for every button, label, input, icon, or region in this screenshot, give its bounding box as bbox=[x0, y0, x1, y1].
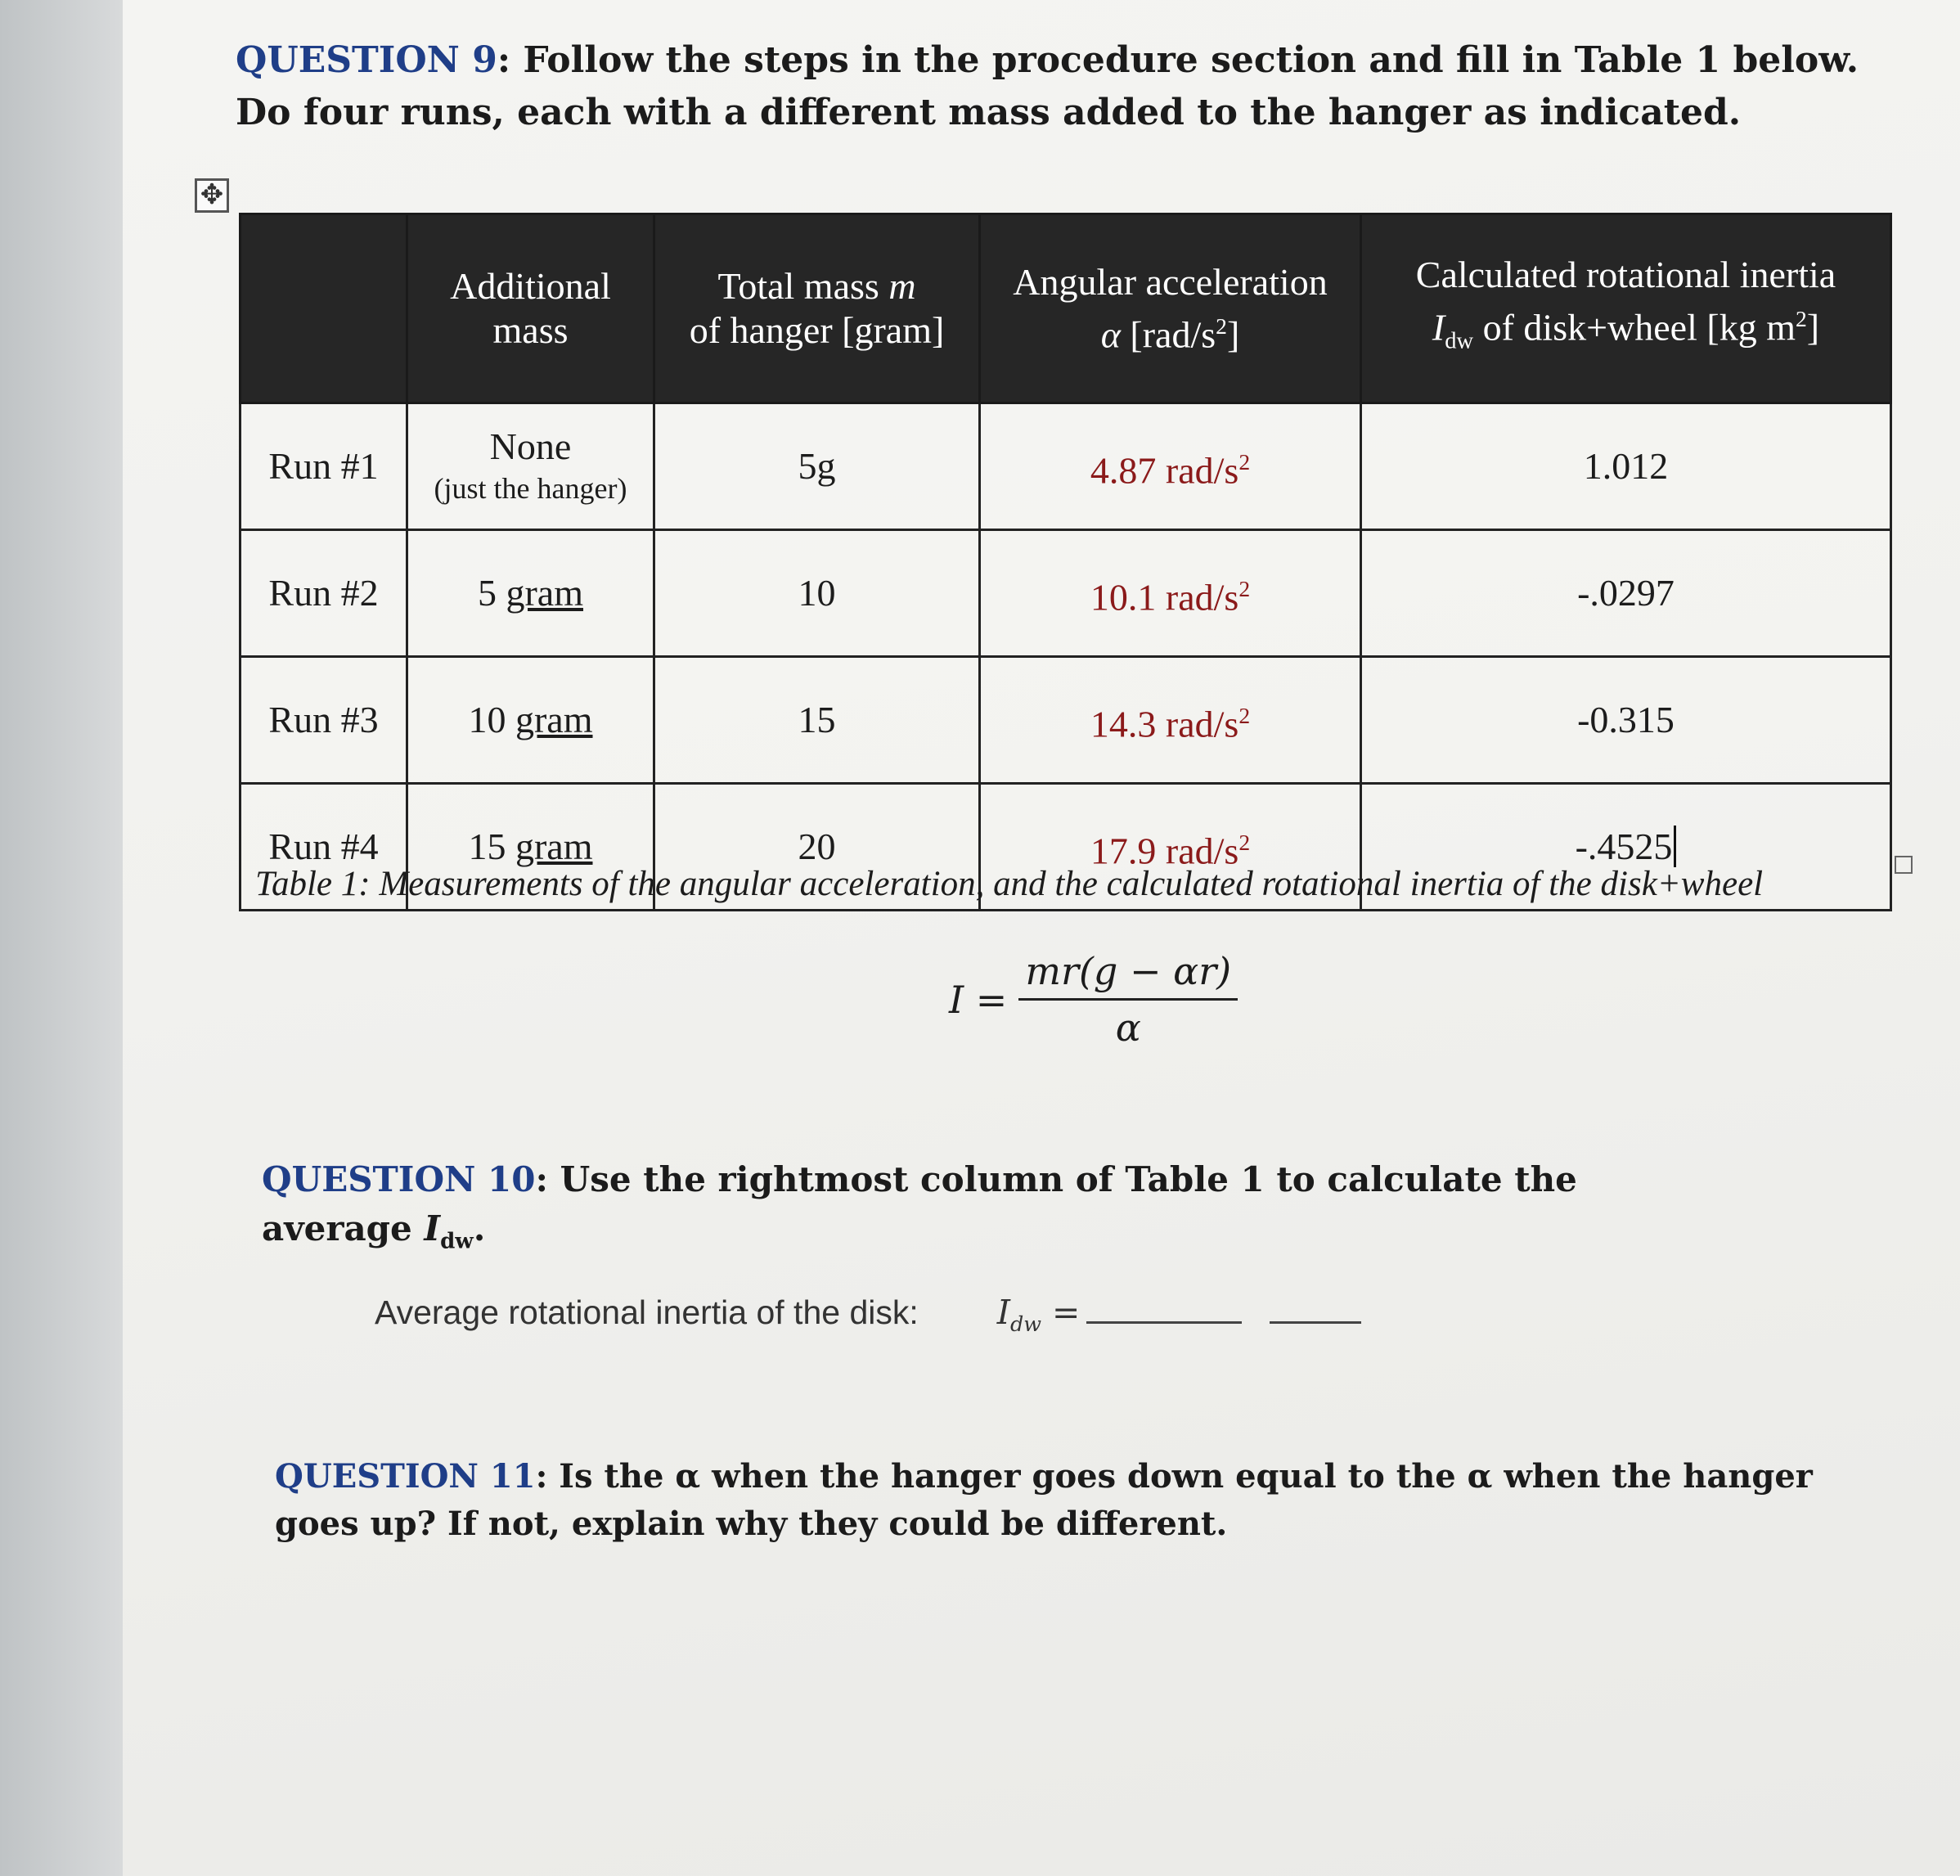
table-row bbox=[241, 403, 1891, 530]
rotational-inertia-cell[interactable]: 1.012 bbox=[1361, 403, 1891, 530]
formula-fraction bbox=[1018, 949, 1238, 1050]
table-row bbox=[241, 657, 1891, 784]
additional-mass-cell[interactable]: None (just the hanger) bbox=[407, 403, 654, 530]
header-additional-mass: Additional mass bbox=[407, 214, 654, 403]
question-10-text: : Use the rightmost column of Table 1 to calculate the average bbox=[262, 1159, 1577, 1248]
formula-numerator: mr(g − αr) bbox=[1018, 949, 1238, 1001]
rotational-inertia-cell[interactable]: -.0297 bbox=[1361, 530, 1891, 657]
run-label: Run #1 bbox=[241, 403, 407, 530]
formula-denominator: α bbox=[1115, 1005, 1141, 1050]
total-mass-cell[interactable]: 10 bbox=[654, 530, 980, 657]
angular-acceleration-cell[interactable]: 17.9 rad/$s^2$ bbox=[980, 784, 1361, 911]
question-10-label: QUESTION 10 bbox=[262, 1159, 536, 1199]
header-total-mass: Total mass m of hanger [gram] bbox=[654, 214, 980, 403]
total-mass-cell[interactable]: 15 bbox=[654, 657, 980, 784]
header-rotational-inertia: Calculated rotational inertia $I_{dw}$ of disk+wheel [kg $m^2$] bbox=[1361, 214, 1891, 403]
total-mass-cell[interactable]: 20 bbox=[654, 784, 980, 911]
angular-acceleration-cell[interactable]: 4.87 rad/$s^2$ bbox=[980, 403, 1361, 530]
table-caption: Table 1: Measurements of the angular acceleration, and the calculated rotational inertia of the disk+wheel bbox=[255, 865, 1764, 903]
additional-mass-cell[interactable]: 10 gram bbox=[407, 657, 654, 784]
question-10: QUESTION 10: Use the rightmost column of Table 1 to calculate the average $I_{dw}$. bbox=[262, 1159, 1577, 1254]
text-cursor bbox=[1674, 826, 1676, 867]
average-label: Average rotational inertia of the disk: bbox=[375, 1293, 919, 1331]
question-11-text: : Is the α when the hanger goes down equal to the α when the hanger goes up? If not, explain why they could be different. bbox=[275, 1457, 1813, 1543]
average-symbol: $I_{dw}$ = bbox=[996, 1293, 1081, 1337]
table-row bbox=[241, 530, 1891, 657]
page-margin bbox=[0, 0, 123, 1876]
table-header-row bbox=[241, 214, 1891, 403]
angular-acceleration-cell[interactable]: 14.3 rad/$s^2$ bbox=[980, 657, 1361, 784]
resize-handle[interactable] bbox=[1895, 856, 1913, 874]
question-11 bbox=[275, 1453, 1903, 1548]
question-9-label: QUESTION 9 bbox=[236, 39, 497, 81]
formula-lhs: I = bbox=[949, 977, 1008, 1022]
question-11-label: QUESTION 11 bbox=[275, 1457, 536, 1496]
run-label: Run #2 bbox=[241, 530, 407, 657]
average-inertia-line bbox=[375, 1293, 1361, 1336]
total-mass-cell[interactable]: 5g bbox=[654, 403, 980, 530]
run-label: Run #4 bbox=[241, 784, 407, 911]
angular-acceleration-cell[interactable]: 10.1 rad/$s^2$ bbox=[980, 530, 1361, 657]
header-angular-acceleration: Angular acceleration α $[rad/s^2]$ bbox=[980, 214, 1361, 403]
rotational-inertia-cell[interactable]: -0.315 bbox=[1361, 657, 1891, 784]
move-icon[interactable]: ✥ bbox=[195, 178, 229, 213]
run-label: Run #3 bbox=[241, 657, 407, 784]
average-units-blank[interactable] bbox=[1270, 1297, 1361, 1324]
rotational-inertia-cell[interactable]: -.4525 bbox=[1361, 784, 1891, 911]
inertia-formula bbox=[949, 949, 1238, 1050]
average-answer-blank[interactable] bbox=[1086, 1297, 1242, 1324]
additional-mass-cell[interactable]: 5 gram bbox=[407, 530, 654, 657]
additional-mass-cell[interactable]: 15 gram bbox=[407, 784, 654, 911]
measurements-table bbox=[239, 213, 1892, 911]
question-9 bbox=[236, 34, 1913, 139]
question-9-text: : Follow the steps in the procedure section and fill in Table 1 below. Do four runs, each with a different mass added to the hanger as indicated. bbox=[236, 39, 1859, 133]
header-run bbox=[241, 214, 407, 403]
